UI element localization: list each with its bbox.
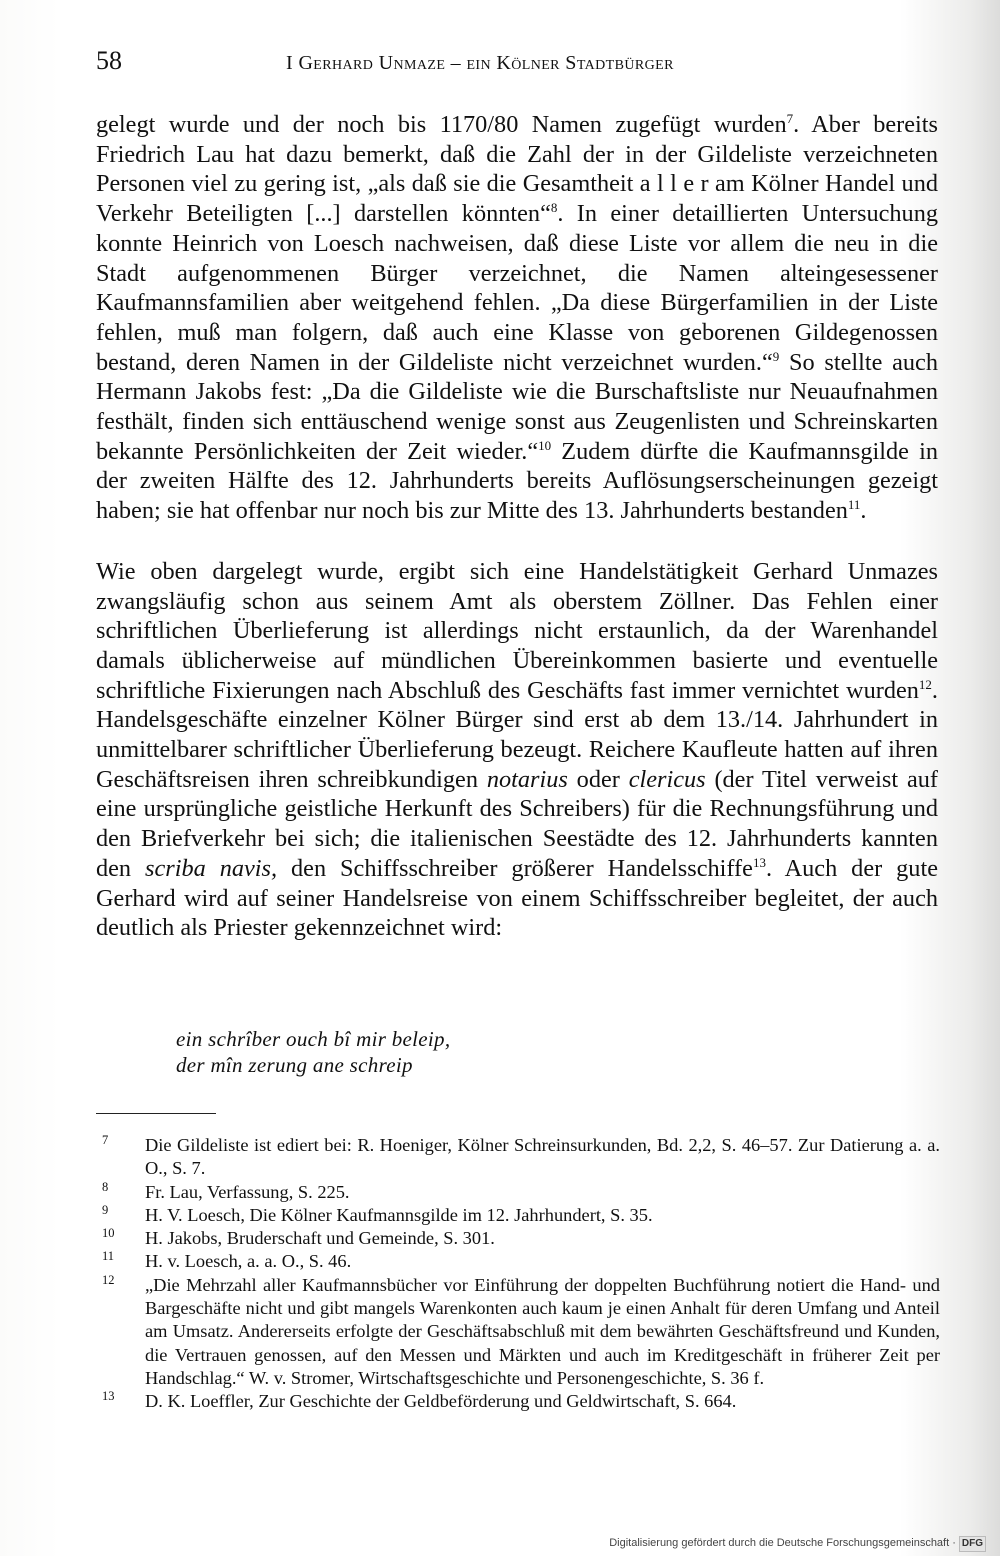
italic-term: scriba navis, (145, 854, 278, 882)
footnote (96, 1390, 940, 1413)
footnote-number: 7 (102, 1133, 109, 1147)
footnote-text: H. v. Loesch, a. a. O., S. 46. (145, 1251, 352, 1272)
text-run: den Schiffsschreiber größerer Handelsschiffe (277, 854, 753, 882)
footnote-ref: 10 (538, 437, 552, 453)
running-title: I Gerhard Unmaze – ein Kölner Stadtbürger (286, 52, 674, 74)
footnote-number: 9 (102, 1202, 109, 1217)
text-run: (der Titel verweist auf eine ursprüngliche geistliche Herkunft des Schreibers) für die Rechnungsführung und den Briefverkehr bei sich; die italienischen Seestädte des 12. Jahrhunderts kannten den (96, 765, 938, 882)
footnote (96, 1134, 940, 1181)
text-run: So stellte auch Hermann Jakobs fest: „Da die Gildeliste wie die Burschaftsliste nur Neuaufnahmen festhält, finden sich enttäuschend wenige sonst aus Zeugenlisten und Schreinskarten bekannte Persönlichkeiten der Zeit wieder.“ (96, 348, 938, 465)
footnote-number: 8 (102, 1179, 109, 1194)
text-run: gelegt wurde und der noch bis 1170/80 Namen zugefügt wurden (96, 111, 787, 138)
footnote-number: 10 (102, 1226, 115, 1241)
footnote (96, 1274, 940, 1390)
credit-text: Digitalisierung gefördert durch die Deutsche Forschungsgemeinschaft · (609, 1537, 956, 1549)
text-run: . In einer detaillierten Untersuchung konnte Heinrich von Loesch nachweisen, daß diese Liste vor allem die neu in die Stadt aufgenommenen Bürger verzeichnet, die Namen alteingesessener Kaufmannsfamilien aber weitgehend fehlen. „Da diese Bürgerfamilien in der Liste fehlen, muß man folgern, daß auch eine Klasse von geborenen Gildegenossen bestand, deren Namen in der Gildeliste nicht verzeichnet wurden.“ (96, 200, 938, 376)
digitization-credit (609, 1536, 986, 1552)
footnote-number: 12 (102, 1272, 115, 1287)
footnote (96, 1227, 940, 1250)
footnotes (96, 1134, 940, 1414)
footnote-ref: 11 (847, 497, 861, 513)
main-text (96, 110, 938, 943)
verse-quote (176, 1026, 776, 1078)
footnote-number: 13 (102, 1389, 115, 1404)
footnote-text: H. Jakobs, Bruderschaft und Gemeinde, S. 301. (145, 1228, 495, 1249)
footnote-text: „Die Mehrzahl aller Kaufmannsbücher vor Einführung der doppelten Buchführung notiert die Hand- und Bargeschäfte nicht und gibt mangels Warenkonten auch kaum je einen Anhalt für deren Umfang und Anteil am Umsatz. Andererseits erfolgte der Geschäftsabschluß mit dem bewährten Geschäftsfreund und Kunden, die Vertrauen genossen, auf den Messen und Märkten und auch im Kreditgeschäft in früherer Zeit per Handschlag.“ W. v. Stromer, Wirtschaftsgeschichte und Personengeschichte, S. 36 f. (145, 1274, 940, 1388)
footnote-ref: 7 (786, 110, 794, 126)
footnote-text: Die Gildeliste ist ediert bei: R. Hoeniger, Kölner Schreinsurkunden, Bd. 2,2, S. 46–57. Zur Datierung a. a. O., S. 7. (145, 1135, 940, 1179)
footnote-text: H. V. Loesch, Die Kölner Kaufmannsgilde im 12. Jahrhundert, S. 35. (145, 1204, 653, 1225)
footnote-number: 11 (102, 1249, 115, 1264)
footnote-ref: 12 (918, 676, 932, 692)
page-header (96, 46, 940, 82)
footnote-ref: 8 (550, 200, 558, 216)
footnote-ref: 13 (752, 854, 766, 870)
text-run: Wie oben dargelegt wurde, ergibt sich eine Handelstätigkeit Gerhard Unmazes zwangsläufig schon aus seinem Amt als oberstem Zöllner. Das Fehlen einer schriftlichen Überlieferung ist allerdings nicht erstaunlich, da der Warenhandel damals üblicherweise auf mündlichen Übereinkommen basierte und eventuelle schriftliche Fixierungen nach Abschluß des Geschäfts fast immer vernichtet wurden (96, 557, 938, 704)
footnote (96, 1204, 940, 1227)
text-run: . Handelsgeschäfte einzelner Kölner Bürger sind erst ab dem 13./14. Jahrhundert in unmittelbarer schriftlicher Überlieferung bezeugt. Reichere Kaufleute hatten auf ihren Geschäftsreisen ihren schreibkundigen (96, 676, 938, 793)
text-run: Zudem dürfte die Kaufmannsgilde in der zweiten Hälfte des 12. Jahrhunderts bereits Auflösungserscheinungen gezeigt haben; sie hat offenbar nur noch bis zur Mitte des 13. Jahrhunderts bestanden (96, 437, 938, 525)
text-run: oder (567, 765, 629, 793)
footnote (96, 1250, 940, 1273)
footnote (96, 1181, 940, 1204)
page-number: 58 (96, 46, 122, 75)
dfg-logo: DFG (959, 1536, 986, 1552)
paragraph-2 (96, 557, 938, 943)
footnote-text: D. K. Loeffler, Zur Geschichte der Geldbeförderung und Geldwirtschaft, S. 664. (145, 1391, 737, 1412)
verse-line: der mîn zerung ane schreip (176, 1053, 413, 1077)
italic-term: notarius (486, 765, 568, 793)
paragraph-1 (96, 110, 938, 526)
text-run: . Aber bereits Friedrich Lau hat dazu bemerkt, daß die Zahl der in der Gildeliste verzeichneten Personen viel zu gering ist, „als daß sie die Gesamtheit a l l e r am Kölner Handel und Verkehr Beteiligten [...] darstellen könnten“ (96, 111, 938, 228)
footnote-text: Fr. Lau, Verfassung, S. 225. (145, 1181, 350, 1202)
text-run: . (860, 497, 867, 525)
verse-line: ein schrîber ouch bî mir beleip, (176, 1027, 451, 1051)
footnote-separator (96, 1113, 216, 1114)
footnote-ref: 9 (772, 348, 780, 364)
italic-term: clericus (628, 765, 706, 793)
text-run: . Auch der gute Gerhard wird auf seiner Handelsreise von einem Schiffsschreiber begleitet, der auch deutlich als Priester gekennzeichnet wird: (96, 854, 938, 942)
